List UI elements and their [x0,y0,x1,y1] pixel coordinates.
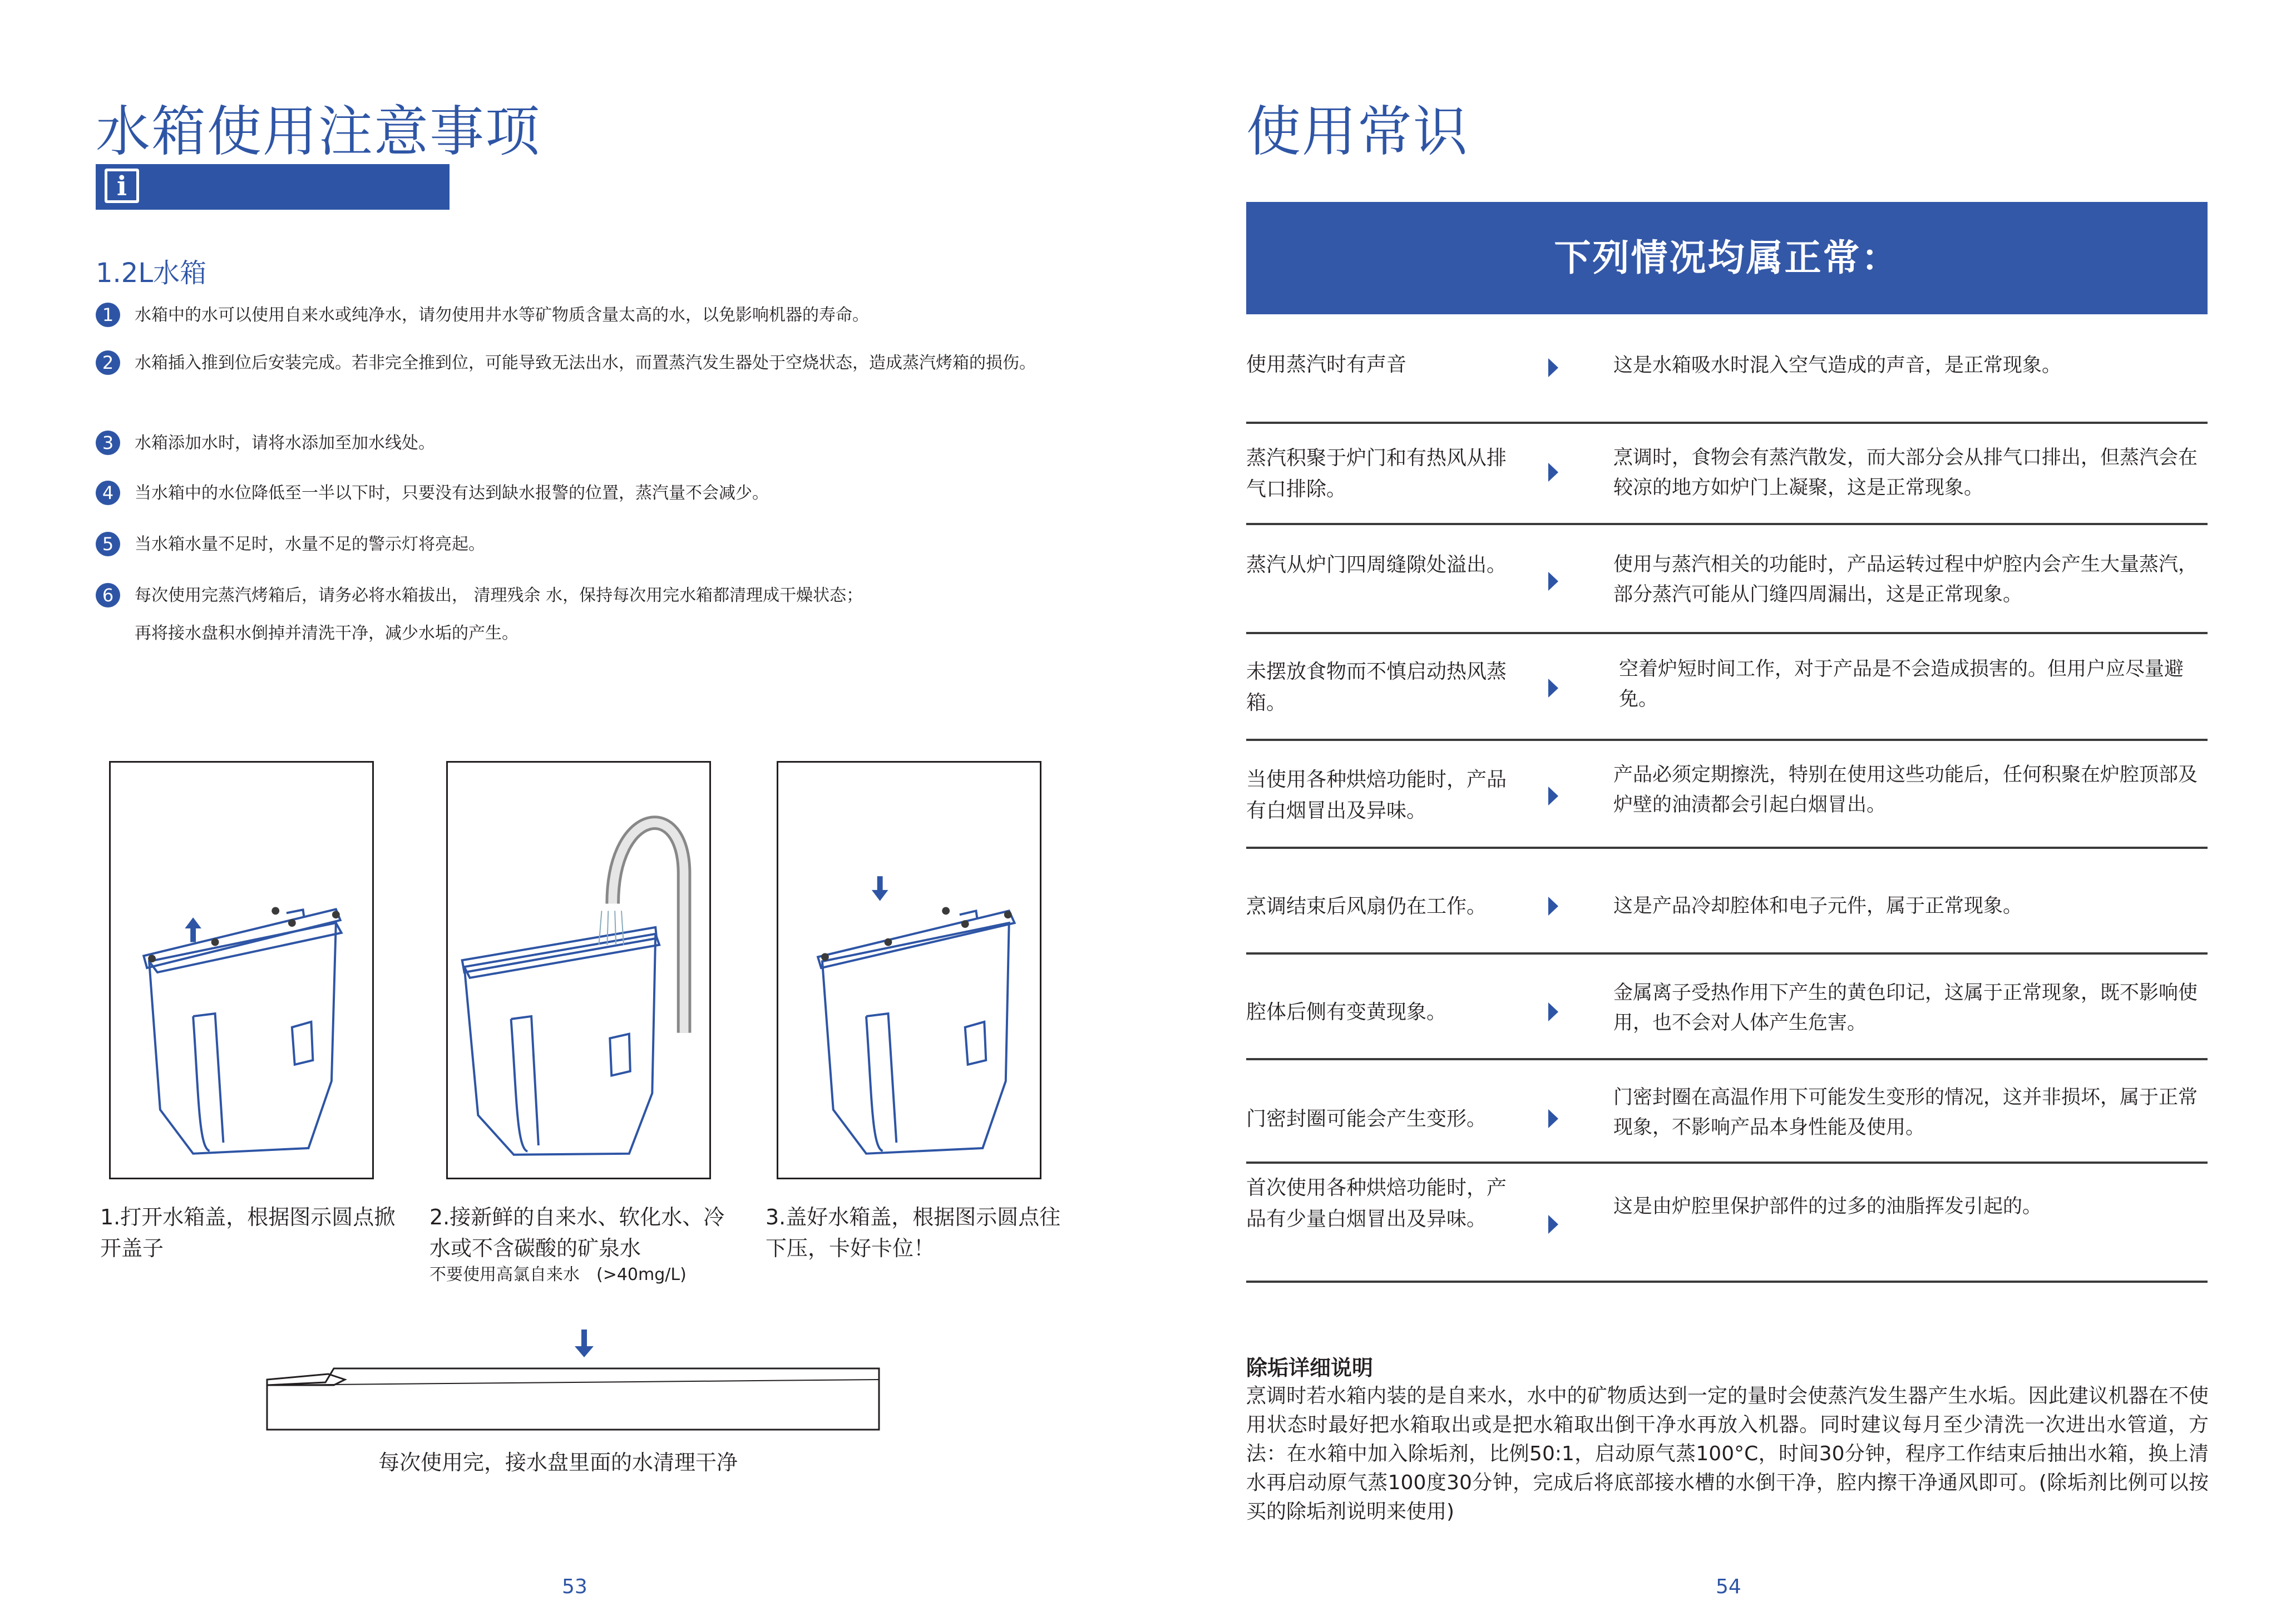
number-badge: 6 [96,583,120,607]
arrow-right-icon [1548,897,1558,916]
table-row [1246,971,2208,1060]
page-title-right: 使用常识 [1246,100,1469,164]
page-title-left: 水箱使用注意事项 [96,100,541,164]
issue-text: 门密封圈可能会产生变形。 [1246,1108,1487,1130]
explanation-text: 这是产品冷却腔体和电子元件，属于正常现象。 [1613,895,2023,917]
caption-step-2-text: 2.接新鲜的自来水、软化水、冷水或不含碳酸的矿泉水 [429,1205,725,1261]
normal-conditions-banner: 下列情况均属正常： [1246,202,2208,314]
note-item-6 [96,581,1041,649]
note-text: 当水箱中的水位降低至一半以下时，只要没有达到缺水报警的位置，蒸汽量不会减少。 [135,483,769,503]
table-row [1246,433,2208,525]
note-item-2 [96,348,1064,378]
water-tank-filling-drawing [448,763,709,1178]
arrow-right-icon [1548,1215,1558,1234]
note-text: 水箱添加水时，请将水添加至加水线处。 [135,433,435,453]
number-badge: 4 [96,481,120,505]
caption-step-2 [429,1202,741,1286]
explanation-text: 金属离子受热作用下产生的黄色印记，这属于正常现象，既不影响使用，也不会对人体产生危害。 [1613,982,2198,1034]
descale-title: 除垢详细说明 [1246,1356,1374,1380]
table-row [1246,757,2208,849]
arrow-right-icon [1548,1002,1558,1021]
illustration-fill-water [446,761,711,1179]
note-text: 当水箱水量不足时，水量不足的警示灯将亮起。 [135,535,485,554]
illustration-open-lid [109,761,374,1179]
number-badge: 2 [96,350,120,375]
number-badge: 3 [96,431,120,455]
explanation-text: 产品必须定期擦洗，特别在使用这些功能后，任何积聚在炉腔顶部及炉壁的油渍都会引起白烟冒出。 [1613,764,2198,816]
issue-text: 使用蒸汽时有声音 [1246,353,1407,376]
explanation-text: 门密封圈在高温作用下可能发生变形的情况，这并非损坏，属于正常现象，不影响产品本身性能及使用。 [1613,1086,2198,1139]
caption-step-3: 3.盖好水箱盖，根据图示圆点往下压，卡好卡位！ [766,1205,1061,1261]
tray-caption: 每次使用完，接水盘里面的水清理干净 [378,1450,738,1475]
info-bar [96,164,450,210]
table-row [1246,542,2208,634]
table-row [1246,649,2208,741]
issue-text: 当使用各种烘焙功能时，产品有白烟冒出及异味。 [1246,768,1507,822]
explanation-text: 使用与蒸汽相关的功能时，产品运转过程中炉腔内会产生大量蒸汽，部分蒸汽可能从门缝四周漏出，这是正常现象。 [1613,553,2198,606]
issue-text: 首次使用各种烘焙功能时，产品有少量白烟冒出及异味。 [1246,1177,1507,1230]
table-row [1246,345,2208,424]
note-text-continued: 再将接水盘积水倒掉并清洗干净，减少水垢的产生。 [135,624,519,643]
issue-text: 蒸汽从炉门四周缝隙处溢出。 [1246,553,1507,576]
issue-text: 烹调结束后风扇仍在工作。 [1246,895,1487,918]
number-badge: 5 [96,532,120,556]
explanation-text: 空着炉短时间工作，对于产品是不会造成损害的。但用户应尽量避免。 [1619,658,2184,710]
arrow-right-icon [1548,679,1558,698]
caption-step-2-note: 不要使用高氯自来水 (>40mg/L) [429,1265,687,1284]
section-subhead: 1.2L水箱 [96,258,207,289]
drip-tray-illustration [261,1330,890,1441]
number-badge: 1 [96,303,120,327]
arrow-right-icon [1548,572,1558,591]
explanation-text: 这是由炉腔里保护部件的过多的油脂挥发引起的。 [1613,1195,2042,1218]
arrow-right-icon [1548,787,1558,805]
info-icon: i [105,169,139,203]
issue-text: 蒸汽积聚于炉门和有热风从排气口排除。 [1246,447,1507,501]
note-item-4 [96,478,1041,508]
arrow-right-icon [1548,1109,1558,1128]
explanation-text: 烹调时，食物会有蒸汽散发，而大部分会从排气口排出，但蒸汽会在较凉的地方如炉门上凝聚，这是正常现象。 [1613,447,2198,499]
page-number-right: 54 [1716,1575,1741,1598]
issue-text: 腔体后侧有变黄现象。 [1246,1001,1447,1024]
arrow-right-icon [1548,463,1558,482]
descale-body: 烹调时若水箱内装的是自来水，水中的矿物质达到一定的量时会使蒸汽发生器产生水垢。因此建议机器在不使用状态时最好把水箱取出或是把水箱取出倒干净水再放入机器。同时建议每月至少清洗一次进出水管道，方法：在水箱中加入除垢剂，比例50:1，启动原气蒸100°C，时间30分钟，程序工作结束后抽出水箱，换上清水再启动原气蒸100度30分钟，完成后将底部接水槽的水倒干净，腔内擦干净通风即可。(除垢剂比例可以按买的除垢剂说明来使用) [1246,1385,2209,1523]
note-text: 水箱插入推到位后安装完成。若非完全推到位，可能导致无法出水，而置蒸汽发生器处于空烧状态，造成蒸汽烤箱的损伤。 [135,353,1036,373]
drip-tray-drawing [261,1330,890,1441]
caption-step-1: 1.打开水箱盖，根据图示圆点掀开盖子 [100,1205,396,1261]
note-item-1 [96,300,1041,330]
page-number-left: 53 [562,1575,587,1598]
note-item-3 [96,428,1041,458]
table-row [1246,866,2208,955]
illustration-close-lid [777,761,1041,1179]
water-tank-close-lid-drawing [778,763,1040,1178]
water-tank-open-lid-drawing [111,763,372,1178]
arrow-right-icon [1548,358,1558,377]
note-text: 每次使用完蒸汽烤箱后，请务必将水箱拔出， 清理残余 水，保持每次用完水箱都清理成干燥状态； [135,586,863,605]
note-text: 水箱中的水可以使用自来水或纯净水，请勿使用井水等矿物质含量太高的水，以免影响机器的寿命。 [135,305,869,325]
issue-text: 未摆放食物而不慎启动热风蒸箱。 [1246,660,1507,714]
explanation-text: 这是水箱吸水时混入空气造成的声音，是正常现象。 [1613,354,2062,377]
table-row [1246,1078,2208,1164]
table-row [1246,1172,2208,1283]
note-item-5 [96,530,1041,560]
